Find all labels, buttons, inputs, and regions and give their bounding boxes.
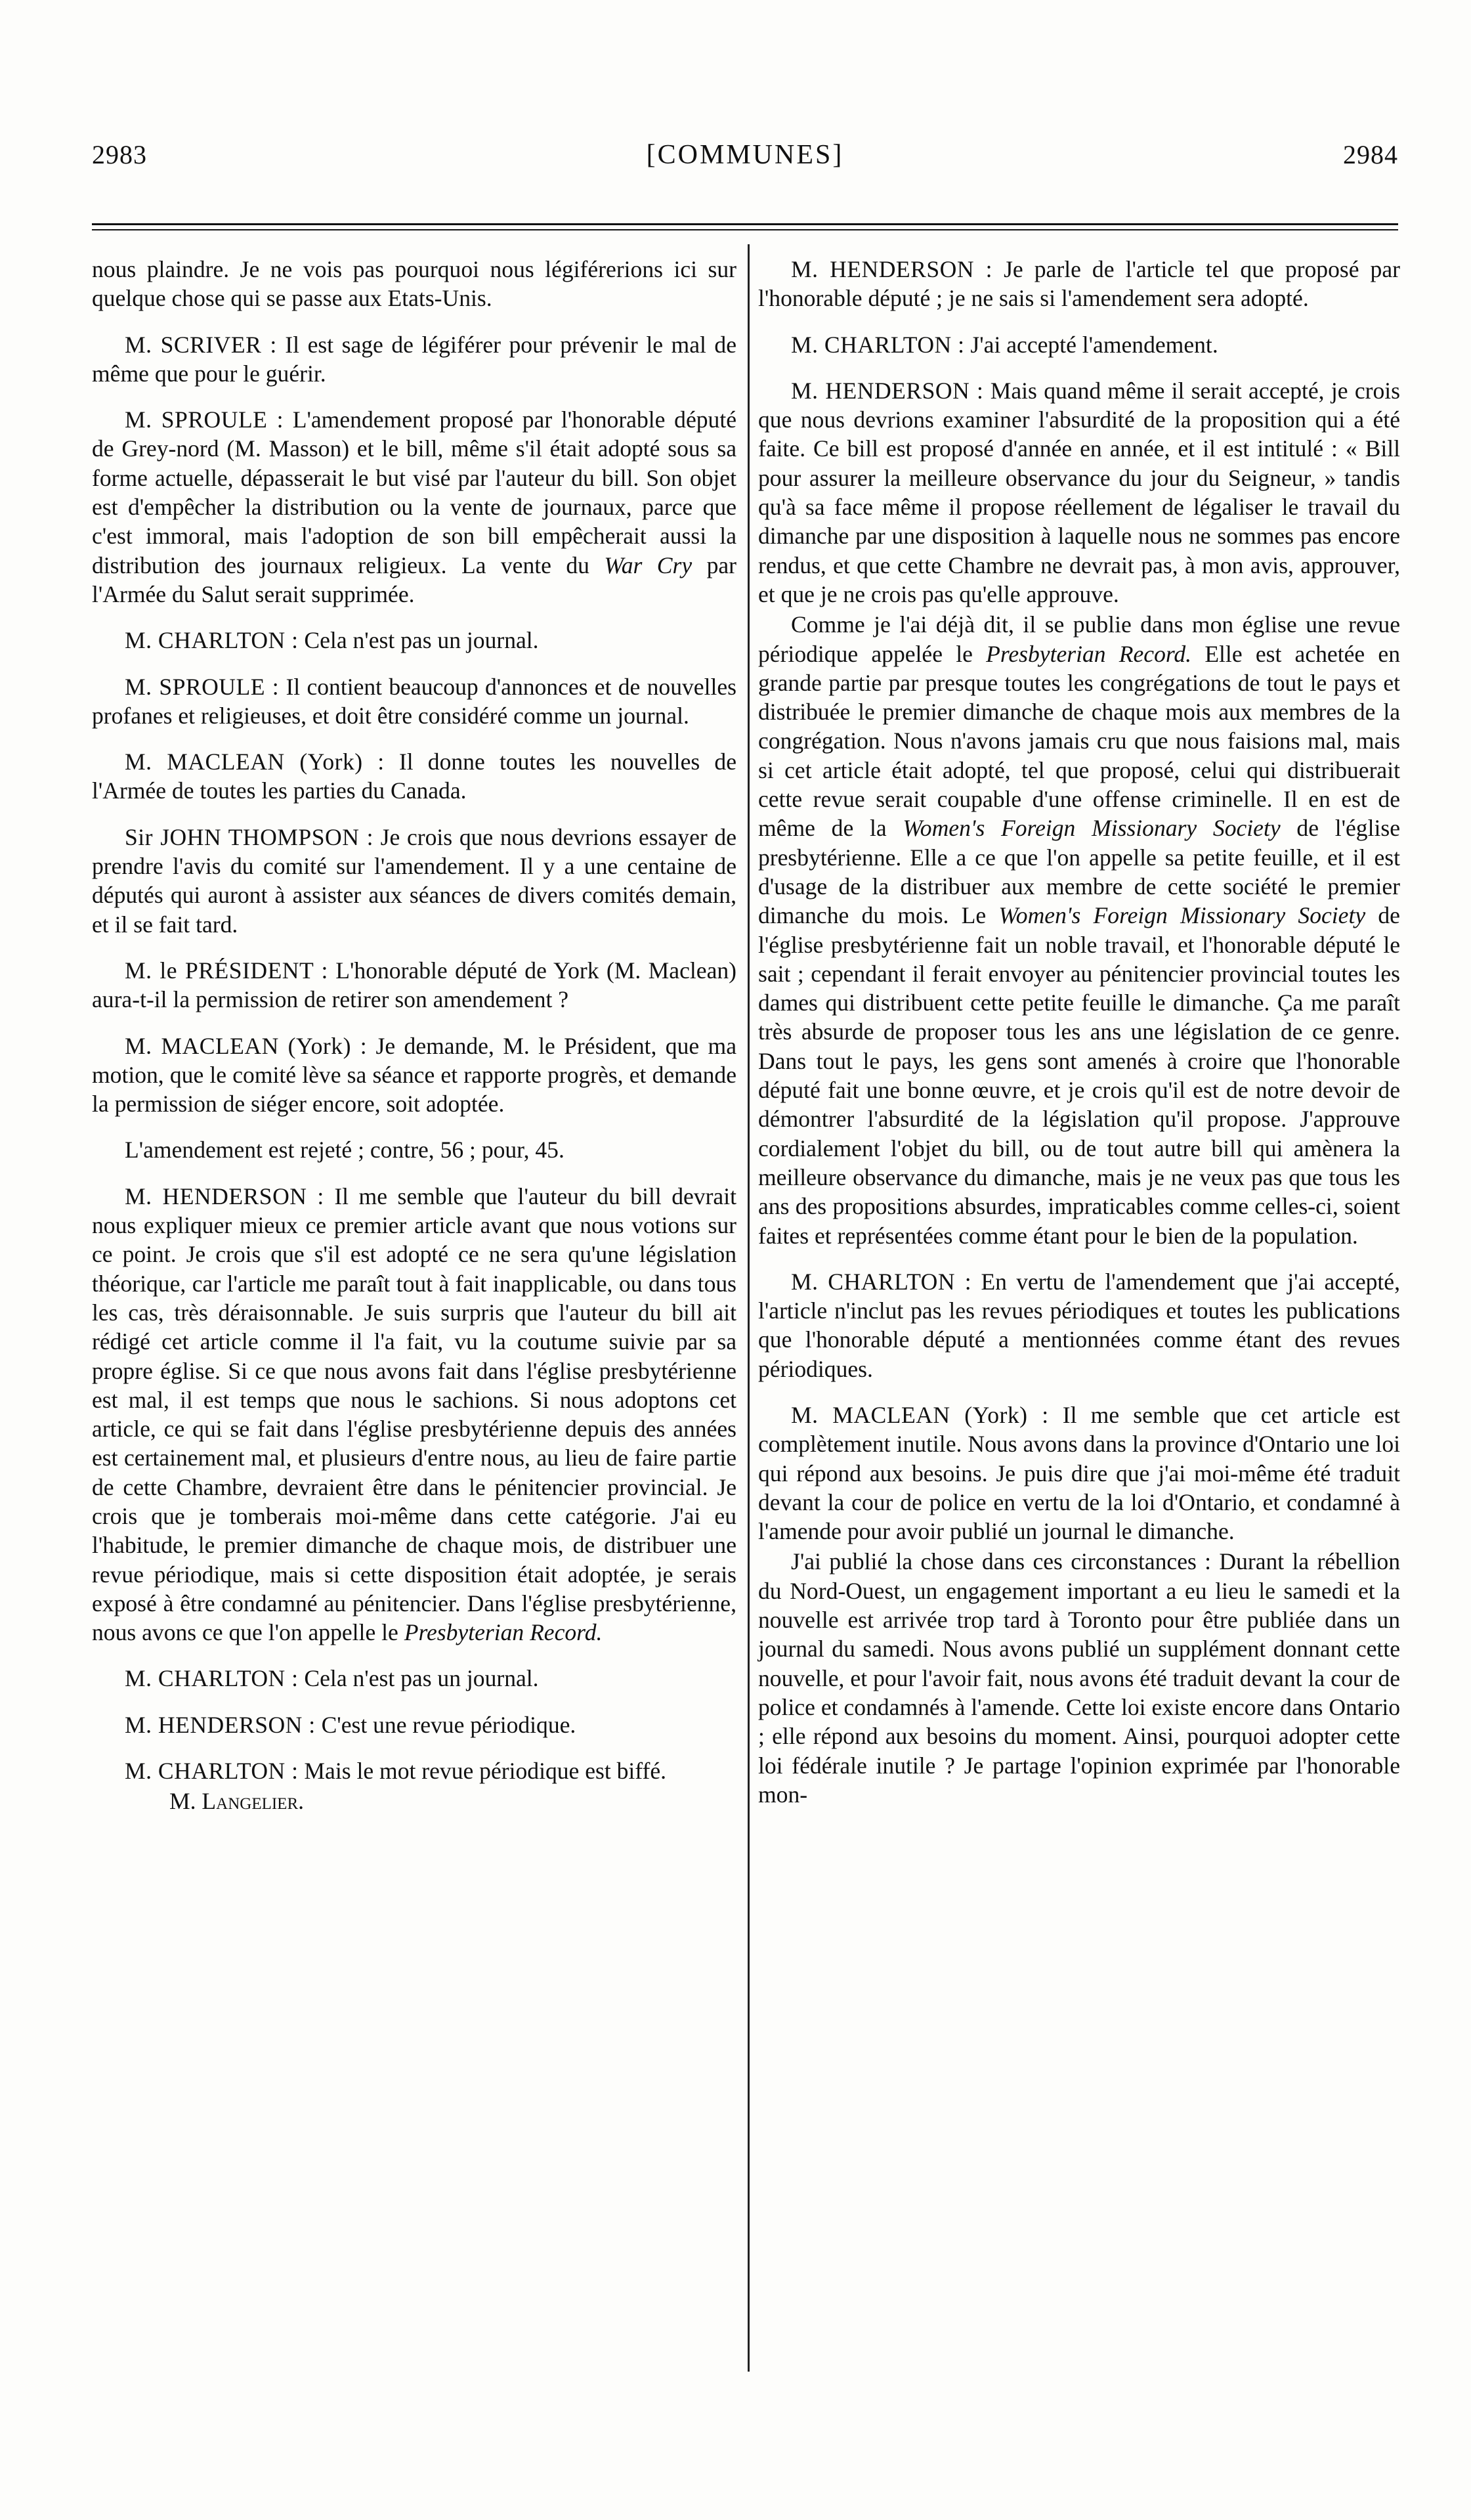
- speech-paragraph: M. SCRIVER : Il est sage de légiférer pour prévenir le mal de même que pour le guérir.: [92, 331, 736, 387]
- speech-paragraph: M. CHARLTON : Cela n'est pas un journal.: [125, 1665, 539, 1692]
- speech-paragraph: M. HENDERSON : Il me semble que l'auteur du bill devrait nous expliquer mieux ce premier article avant que nous votions sur ce point. Je crois que s'il est adopté ce ne sera qu'une législation théorique, car l'article me paraît tout à fait inapplicable, ou dans tous les cas, très déraisonnable. Je suis surpris que l'auteur du bill ait rédigé cet article comme il l'a fait, vu la coutume suivie par sa propre église. Si ce que nous avons fait dans l'église presbytérienne est mal, il est temps que nous le sachions. Si nous adoptons cet article, ce qui se fait dans l'église presbytérienne depuis des années est certainement mal, et plusieurs d'entre nous, au lieu de faire partie de cette Chambre, devraient être dans le pénitencier provincial. Je crois que je tomberais moi-même dans cette catégorie. J'ai eu l'habitude, le premier dimanche de chaque mois, de distribuer une revue périodique, mais si cette disposition était adoptée, je serais exposé à être condamné au pénitencier. Dans l'église presbytérienne, nous avons ce que l'on appelle le Presbyterian Record.: [92, 1183, 736, 1646]
- speech-paragraph: Sir JOHN THOMPSON : Je crois que nous devrions essayer de prendre l'avis du comité sur l'amendement. Il y a une centaine de députés qui auront à assister aux séances de divers comités demain, et il se fait tard.: [92, 823, 736, 938]
- speaker-name: M. CHARLTON :: [791, 331, 965, 358]
- speaker-name: M. SPROULE :: [125, 673, 280, 700]
- speech-paragraph: M. HENDERSON : C'est une revue périodique.: [125, 1711, 576, 1738]
- page-title: [COMMUNES]: [646, 140, 844, 170]
- page-header: [92, 139, 1398, 192]
- speech-paragraph: M. CHARLTON : Mais le mot revue périodique est biffé.: [125, 1758, 667, 1785]
- header-rule-bottom: [92, 229, 1398, 230]
- page-number-right: 2984: [1343, 140, 1398, 169]
- vote-result: L'amendement est rejeté ; contre, 56 ; pour, 45.: [125, 1137, 565, 1163]
- speech-paragraph: M. CHARLTON : J'ai accepté l'amendement.: [791, 331, 1218, 358]
- speaker-name: M. HENDERSON :: [125, 1183, 324, 1209]
- column-divider: [748, 244, 750, 2372]
- header-rule-top: [92, 223, 1398, 225]
- paragraph: nous plaindre. Je ne vois pas pourquoi nous légiférerions ici sur quelque chose qui se passe aux Etats-Unis.: [92, 256, 736, 312]
- speaker-name: M. HENDERSON :: [791, 377, 984, 404]
- speaker-name: M. MACLEAN (York) :: [125, 1032, 368, 1059]
- speaker-name: M. CHARLTON :: [791, 1268, 972, 1295]
- speech-paragraph: M. HENDERSON : Mais quand même il serait accepté, je crois que nous devrions examiner l'absurdité de la proposition qui a été faite. Ce bill est proposé d'année en année, et il est intitulé : « Bill pour assurer la meilleure observance du jour du Seigneur, » tandis qu'à sa face même il propose réellement de légaliser le travail du dimanche par une disposition à laquelle nous ne sommes pas encore rendus, et que cette Chambre ne devrait pas, à mon avis, approuver, et que je ne crois pas qu'elle approuve.: [758, 377, 1400, 607]
- speech-paragraph: M. le PRÉSIDENT : L'honorable député de York (M. Maclean) aura-t-il la permission de retirer son amendement ?: [92, 957, 736, 1013]
- speaker-name: M. CHARLTON :: [125, 1665, 299, 1692]
- speech-paragraph: M. MACLEAN (York) : Il me semble que cet article est complètement inutile. Nous avons dans la province d'Ontario une loi qui répond aux besoins. Je puis dire que j'ai moi-même été traduit devant la cour de police en vertu de la loi d'Ontario, et condamné à l'amende pour avoir publié un journal le dimanche.: [758, 1401, 1400, 1545]
- speaker-name: M. HENDERSON :: [791, 256, 992, 282]
- speaker-name: M. CHARLTON :: [125, 1758, 299, 1785]
- speaker-name: M. MACLEAN (York) :: [791, 1401, 1049, 1428]
- speech-paragraph: Comme je l'ai déjà dit, il se publie dans mon église une revue périodique appelée le Presbyterian Record. Elle est achetée en grande partie par presque toutes les congrégations de tout le pays et distribuée le premier dimanche de chaque mois aux membres de la congrégation. Nous n'avons jamais cru que nous faisions mal, mais si cet article était adopté, tel que proposé, celui qui distribuerait cette revue serait coupable d'une offense criminelle. Il en est de même de la Women's Foreign Missionary Society de l'église presbytérienne. Elle a ce que l'on appelle sa petite feuille, et il est d'usage de la distribuer aux membre de cette société le premier dimanche du mois. Le Women's Foreign Missionary Society de l'église presbytérienne fait un noble travail, et l'honorable député le sait ; cependant il ferait envoyer au pénitencier provincial toutes les dames qui distribuent cette petite feuille le dimanche. Ça me paraît très absurde de proposer tous les ans une législation de ce genre. Dans tout le pays, les gens sont amenés à croire que l'honorable député fait une bonne œuvre, et je crois qu'il est de notre devoir de démontrer l'absurdité de la législation qu'il propose. J'approuve cordialement l'objet du bill, ou de tout autre bill qui amènera la meilleure observance du dimanche, mais je ne veux pas que tous les ans des propositions absurdes, impraticables comme celles-ci, soient faites et représentées comme étant pour le bien de la population.: [758, 611, 1401, 1249]
- page-number-left: 2983: [92, 140, 147, 169]
- speaker-name: Sir JOHN THOMPSON :: [125, 823, 373, 850]
- speaker-name: M. HENDERSON :: [125, 1711, 316, 1738]
- speaker-name: M. MACLEAN (York) :: [125, 749, 385, 775]
- speech-paragraph: J'ai publié la chose dans ces circonstances : Durant la rébellion du Nord-Ouest, un engagement important a eu lieu le samedi et la nouvelle est arrivée trop tard à Toronto pour être publiée dans un journal du samedi. Nous avons publié un supplément donnant cette nouvelle, et pour l'avoir fait, nous avons été traduit devant la cour de police et condamnés à l'amende. Cette loi existe encore dans Ontario ; elle répond aux besoins du moment. Ainsi, pourquoi adopter cette loi fédérale inutile ? Je partage l'opinion exprimée par l'honorable mon-: [758, 1548, 1400, 1808]
- left-column: [92, 255, 736, 1816]
- right-column: [758, 255, 1400, 1826]
- speech-paragraph: M. CHARLTON : Cela n'est pas un journal.: [125, 627, 539, 654]
- next-speaker-signature: M. Langelier.: [169, 1788, 305, 1815]
- speaker-name: M. le PRÉSIDENT :: [125, 957, 328, 984]
- speech-paragraph: M. MACLEAN (York) : Je demande, M. le Président, que ma motion, que le comité lève sa séance et rapporte progrès, et demande la permission de siéger encore, soit adoptée.: [92, 1032, 736, 1118]
- speaker-name: M. SCRIVER :: [125, 331, 277, 358]
- speaker-name: M. SPROULE :: [125, 406, 284, 433]
- speaker-name: M. CHARLTON :: [125, 627, 299, 654]
- speech-paragraph: M. HENDERSON : Je parle de l'article tel que proposé par l'honorable député ; je ne sais si l'amendement sera adopté.: [758, 256, 1400, 312]
- speech-paragraph: M. SPROULE : L'amendement proposé par l'honorable député de Grey-nord (M. Masson) et le bill, même s'il était adopté sous sa forme actuelle, dépasserait le but visé par l'auteur du bill. Son objet est d'empêcher la distribution ou la vente de journaux, parce que c'est immoral, mais l'adoption de son bill empêcherait aussi la distribution des journaux religieux. La vente du War Cry par l'Armée du Salut serait supprimée.: [92, 406, 736, 607]
- speech-paragraph: M. CHARLTON : En vertu de l'amendement que j'ai accepté, l'article n'inclut pas les revues périodiques et toutes les publications que l'honorable député a mentionnées comme étant des revues périodiques.: [758, 1268, 1400, 1382]
- speech-paragraph: M. SPROULE : Il contient beaucoup d'annonces et de nouvelles profanes et religieuses, et doit être considéré comme un journal.: [92, 673, 736, 729]
- speech-paragraph: M. MACLEAN (York) : Il donne toutes les nouvelles de l'Armée de toutes les parties du Canada.: [92, 749, 736, 804]
